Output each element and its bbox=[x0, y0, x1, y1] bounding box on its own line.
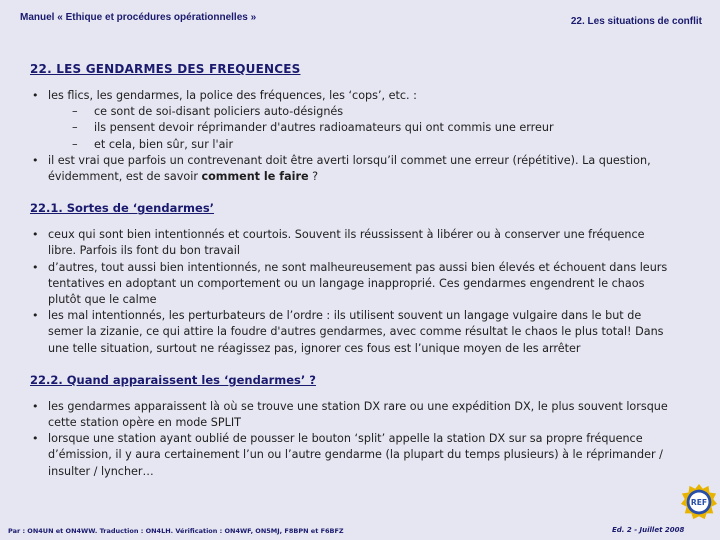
list-item: • les gendarmes apparaissent là où se trouve une station DX rare ou une expédition DX, le plus souvent lorsque cette station opère en mode SPLIT bbox=[32, 399, 668, 430]
dash-icon: – bbox=[72, 121, 78, 135]
list-item: • d’autres, tout aussi bien intentionnés, ne sont malheureusement pas aussi bien élevés et échouent dans leurs tentatives en adoptant un comportement ou un langage inapproprié. Ces gendarmes engendrent le chaos plutôt que le calme bbox=[32, 260, 668, 307]
list-item-text: les flics, les gendarmes, la police des fréquences, les ‘cops’, etc. : bbox=[48, 89, 417, 102]
dash-icon: – bbox=[72, 105, 78, 119]
bullet-icon: • bbox=[32, 228, 39, 242]
when-list bbox=[30, 399, 670, 480]
types-list bbox=[30, 227, 670, 357]
bullet-icon: • bbox=[32, 153, 39, 167]
ref-logo-icon bbox=[680, 483, 718, 521]
logo-text: REF bbox=[690, 497, 708, 507]
bullet-icon: • bbox=[32, 432, 39, 446]
sub-list-item: – ils pensent devoir réprimander d'autres radioamateurs qui ont commis une erreur bbox=[72, 120, 670, 136]
subsection-title-1: 22.1. Sortes de ‘gendarmes’ bbox=[30, 201, 215, 216]
section-title: 22. LES GENDARMES DES FREQUENCES bbox=[30, 62, 301, 76]
emphasis-text: comment le faire bbox=[201, 170, 309, 184]
slide-content bbox=[30, 62, 670, 480]
bullet-icon: • bbox=[32, 260, 39, 274]
bullet-icon: • bbox=[32, 309, 39, 323]
bullet-icon: • bbox=[32, 399, 39, 413]
footer-edition: Ed. 2 - Juillet 2008 bbox=[612, 526, 685, 534]
list-item: • il est vrai que parfois un contrevenant doit être averti lorsqu’il commet une erreur (répétitive). La question, évidemment, est de savoir comment le faire ? bbox=[32, 153, 651, 184]
subsection-title-2: 22.2. Quand apparaissent les ‘gendarmes’ ? bbox=[30, 372, 316, 387]
sub-list-item: – et cela, bien sûr, sur l'air bbox=[72, 137, 670, 153]
sub-list-item: – ce sont de soi-disant policiers auto-désignés bbox=[72, 104, 670, 120]
list-item: • lorsque une station ayant oublié de pousser le bouton ‘split’ appelle la station DX sur sa propre fréquence d’émission, il y aura certainement l’un ou l’autre gendarme (la plupart du temps plusieurs) à le réprimander / insulter / lyncher… bbox=[32, 432, 663, 478]
header-manual-title: Manuel « Ethique et procédures opérationnelles » bbox=[20, 12, 257, 23]
footer-credits: Par : ON4UN et ON4WW. Traduction : ON4LH. Vérification : ON4WF, ON5MJ, F8BPN et F6BFZ bbox=[8, 527, 344, 535]
dash-icon: – bbox=[72, 137, 78, 151]
list-item: • ceux qui sont bien intentionnés et courtois. Souvent ils réussissent à libérer ou à conserver une fréquence libre. Parfois ils font du bon travail bbox=[32, 228, 645, 258]
list-item: • les mal intentionnés, les perturbateurs de l’ordre : ils utilisent souvent un langage vulgaire dans le but de semer la zizanie, ce qui attire la foudre d'autres gendarmes, avec comme résultat le chaos le plus total! Dans une telle situation, surtout ne réagissez pas, ignorer ces fous est l’unique moyen de les arrêter bbox=[32, 309, 664, 355]
intro-list bbox=[30, 88, 670, 185]
header-chapter-title: 22. Les situations de conflit bbox=[570, 16, 702, 27]
bullet-icon: • bbox=[32, 89, 39, 102]
list-item bbox=[30, 88, 670, 153]
sub-list bbox=[72, 104, 670, 153]
